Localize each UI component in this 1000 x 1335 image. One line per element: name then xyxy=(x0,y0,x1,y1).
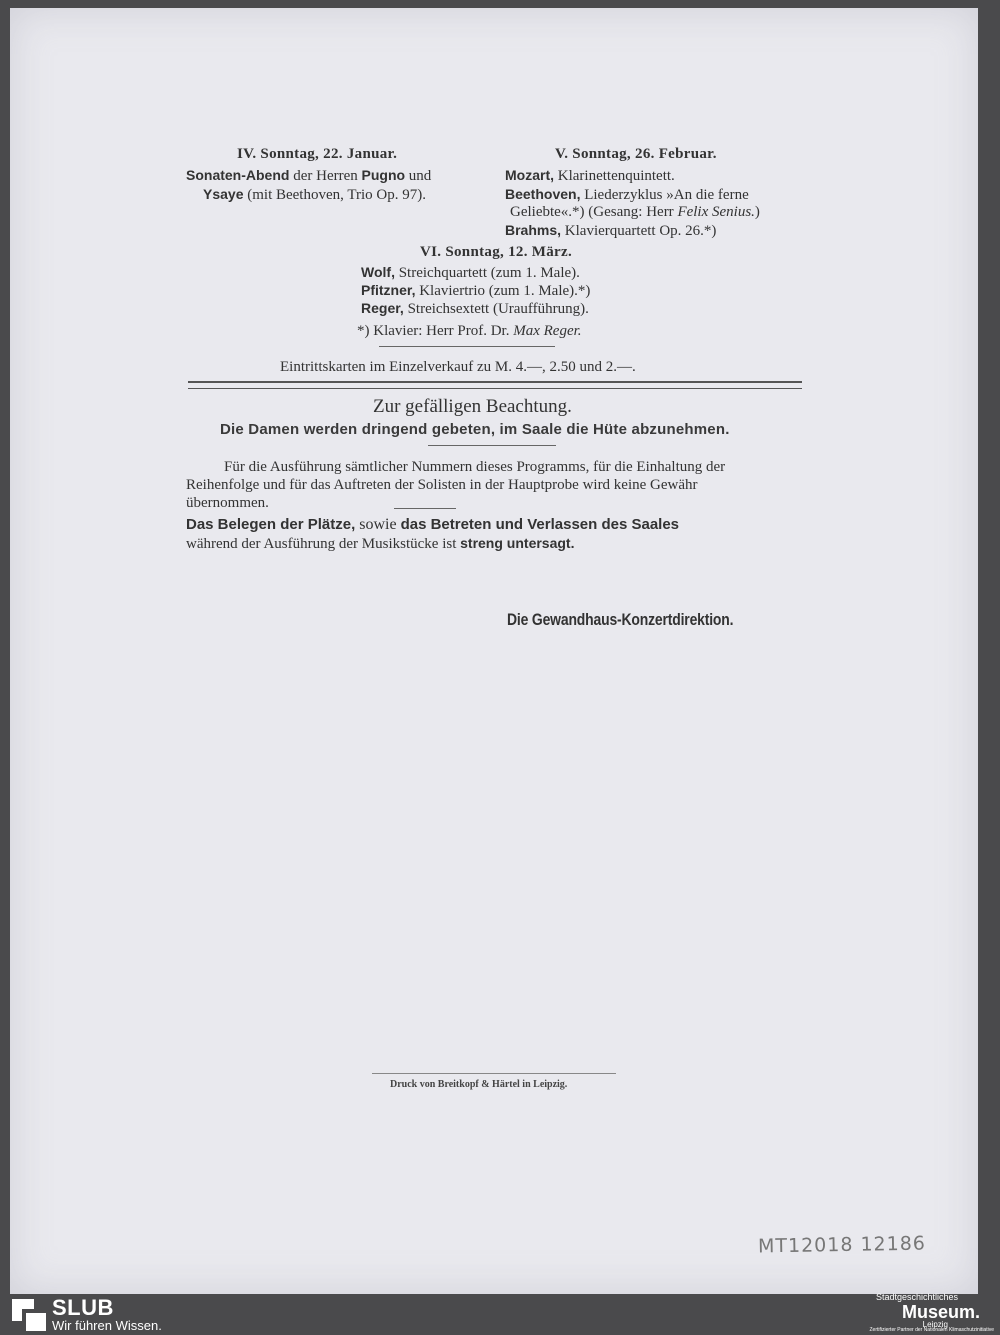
museum-label: Museum. xyxy=(901,1302,980,1322)
program-page xyxy=(10,8,978,1294)
disclaimer-line1: Für die Ausführung sämtlicher Nummern dieses Programms, für die Einhaltung der xyxy=(224,459,726,475)
concert-vi-line2: Pfitzner, Klaviertrio (zum 1. Male).*) xyxy=(361,282,591,299)
museum-city: Leipzig xyxy=(922,1320,948,1329)
concert-v-line1: Mozart, Klarinettenquintett. xyxy=(505,167,675,184)
short-divider xyxy=(379,346,555,347)
concert-vi-line1: Wolf, Streichquartett (zum 1. Male). xyxy=(361,264,580,281)
archive-number: MT12018 12186 xyxy=(757,1232,927,1258)
concert-vi-line3: Reger, Streichsextett (Uraufführung). xyxy=(361,300,589,317)
notice-divider xyxy=(428,445,556,446)
concert-vi-heading: VI. Sonntag, 12. März. xyxy=(420,244,573,260)
signature: Die Gewandhaus-Konzertdirektion. xyxy=(507,610,734,629)
slub-name: SLUB xyxy=(52,1295,114,1320)
seating-notice-line1: Das Belegen der Plätze, sowie das Betreten und Verlassen des Saales xyxy=(186,516,680,533)
museum-label-small: Stadtgeschichtliches xyxy=(875,1292,958,1302)
seating-notice-line2: während der Ausführung der Musikstücke ist streng untersagt. xyxy=(186,535,575,552)
disclaimer-line3: übernommen. xyxy=(186,495,269,511)
concert-iv-heading: IV. Sonntag, 22. Januar. xyxy=(237,146,398,162)
notice-title: Zur gefälligen Beachtung. xyxy=(373,396,572,417)
ticket-prices: Eintrittskarten im Einzelverkauf zu M. 4.—, 2.50 und 2.—. xyxy=(280,359,636,375)
footer-bar xyxy=(0,1294,1000,1335)
hats-notice: Die Damen werden dringend gebeten, im Saale die Hüte abzunehmen. xyxy=(220,421,730,438)
double-rule xyxy=(188,381,802,389)
slub-tagline: Wir führen Wissen. xyxy=(52,1318,162,1333)
concert-v-line4: Brahms, Klavierquartett Op. 26.*) xyxy=(505,222,717,239)
concert-iv-line2: Ysaye (mit Beethoven, Trio Op. 97). xyxy=(203,186,426,203)
slub-logo-icon xyxy=(12,1299,46,1331)
concert-v-line3: Geliebte«.*) (Gesang: Herr Felix Senius.) xyxy=(510,204,760,220)
museum-certification: Zertifizierter Partner der Nationalen Klimaschutzinitiative xyxy=(869,1327,994,1333)
imprint-rule xyxy=(372,1073,616,1074)
concert-v-line2: Beethoven, Liederzyklus »An die ferne xyxy=(505,186,749,203)
disclaimer-line2: Reihenfolge und für das Auftreten der Solisten in der Hauptprobe wird keine Gewähr xyxy=(186,477,698,493)
printer-imprint: Druck von Breitkopf & Härtel in Leipzig. xyxy=(390,1079,568,1090)
concert-v-heading: V. Sonntag, 26. Februar. xyxy=(555,146,717,162)
disclaimer-divider xyxy=(394,508,456,509)
concert-vi-footnote: *) Klavier: Herr Prof. Dr. Max Reger. xyxy=(357,323,582,339)
concert-iv-line1: Sonaten-Abend der Herren Pugno und xyxy=(186,167,432,184)
